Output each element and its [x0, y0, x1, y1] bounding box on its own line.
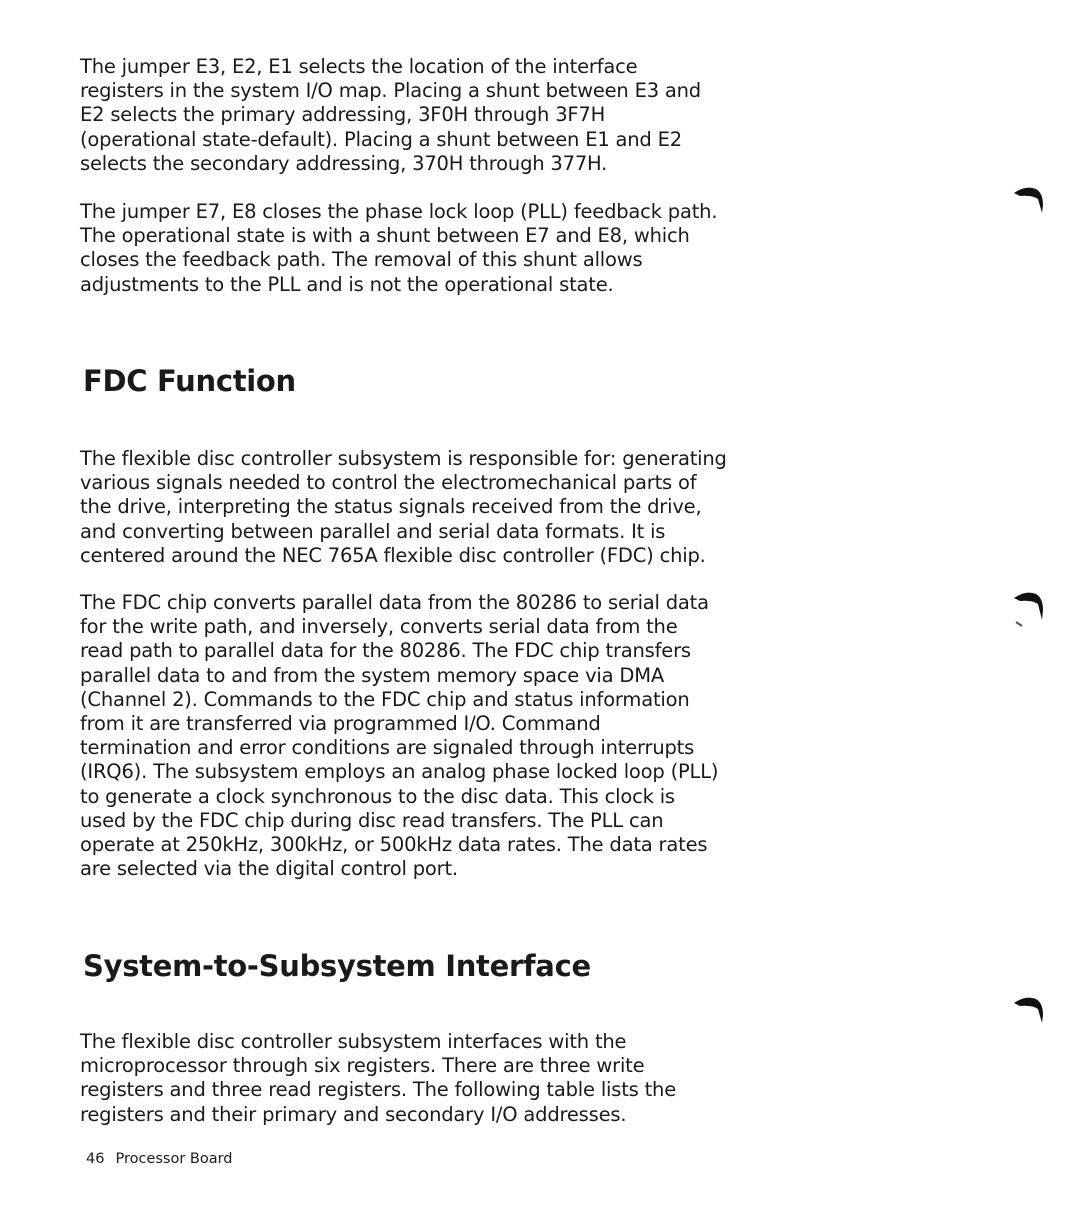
text-line: (operational state-default). Placing a shunt between E1 and E2 [80, 127, 682, 151]
heading-fdc-function: FDC Function [83, 364, 296, 398]
page-footer [86, 1151, 233, 1167]
text-line: to generate a clock synchronous to the disc data. This clock is [80, 784, 675, 808]
text-line: (IRQ6). The subsystem employs an analog phase locked loop (PLL) [80, 760, 719, 784]
text-line: parallel data to and from the system memory space via DMA [80, 663, 664, 687]
paragraph-interface-registers [80, 1030, 710, 1127]
text-line: E2 selects the primary addressing, 3F0H through 3F7H [80, 103, 606, 127]
text-line: The flexible disc controller subsystem is responsible for: generating [80, 447, 727, 470]
text-line: (Channel 2). Commands to the FDC chip and status information [80, 687, 690, 711]
text-line: the drive, interpreting the status signals received from the drive, [80, 495, 702, 519]
text-line: centered around the NEC 765A flexible disc controller (FDC) chip. [80, 543, 706, 567]
text-line: from it are transferred via programmed I/O. Command [80, 712, 601, 736]
text-line: registers and their primary and secondary I/O addresses. [80, 1102, 627, 1126]
text-line: operate at 250kHz, 300kHz, or 500kHz data rates. The data rates [80, 833, 708, 857]
text-line: used by the FDC chip during disc read transfers. The PLL can [80, 808, 664, 832]
margin-tab-mark-icon [1012, 183, 1046, 215]
text-line: read path to parallel data for the 80286. The FDC chip transfers [80, 639, 691, 663]
text-line: various signals needed to control the electromechanical parts of [80, 471, 697, 495]
paragraph-fdc-chip [80, 591, 719, 881]
text-line: The operational state is with a shunt between E7 and E8, which [80, 224, 690, 248]
text-line: termination and error conditions are signaled through interrupts [80, 736, 695, 760]
text-line: and converting between parallel and serial data formats. It is [80, 519, 666, 543]
text-line: The flexible disc controller subsystem interfaces with the [80, 1030, 627, 1053]
heading-system-to-subsystem-interface: System-to-Subsystem Interface [83, 949, 591, 983]
margin-tab-mark-icon [1012, 588, 1046, 632]
paragraph-fdc-overview [80, 447, 727, 568]
margin-tab-mark-icon [1012, 993, 1046, 1025]
text-line: are selected via the digital control port. [80, 857, 458, 881]
text-line: The FDC chip converts parallel data from the 80286 to serial data [80, 591, 709, 614]
text-line: microprocessor through six registers. There are three write [80, 1054, 645, 1078]
text-line: The jumper E3, E2, E1 selects the location of the interface [80, 55, 638, 78]
paragraph-jumper-e7-e8 [80, 200, 718, 297]
text-line: closes the feedback path. The removal of this shunt allows [80, 248, 643, 272]
paragraph-jumper-e3-e2-e1 [80, 55, 710, 176]
text-line: adjustments to the PLL and is not the operational state. [80, 272, 614, 296]
page-number: 46 [86, 1151, 105, 1167]
text-line: for the write path, and inversely, converts serial data from the [80, 615, 678, 639]
footer-section-title: Processor Board [115, 1151, 233, 1167]
text-line: registers in the system I/O map. Placing a shunt between E3 and [80, 79, 701, 103]
text-line: The jumper E7, E8 closes the phase lock loop (PLL) feedback path. [80, 200, 718, 223]
text-line: selects the secondary addressing, 370H through 377H. [80, 151, 608, 175]
text-line: registers and three read registers. The following table lists the [80, 1078, 677, 1102]
